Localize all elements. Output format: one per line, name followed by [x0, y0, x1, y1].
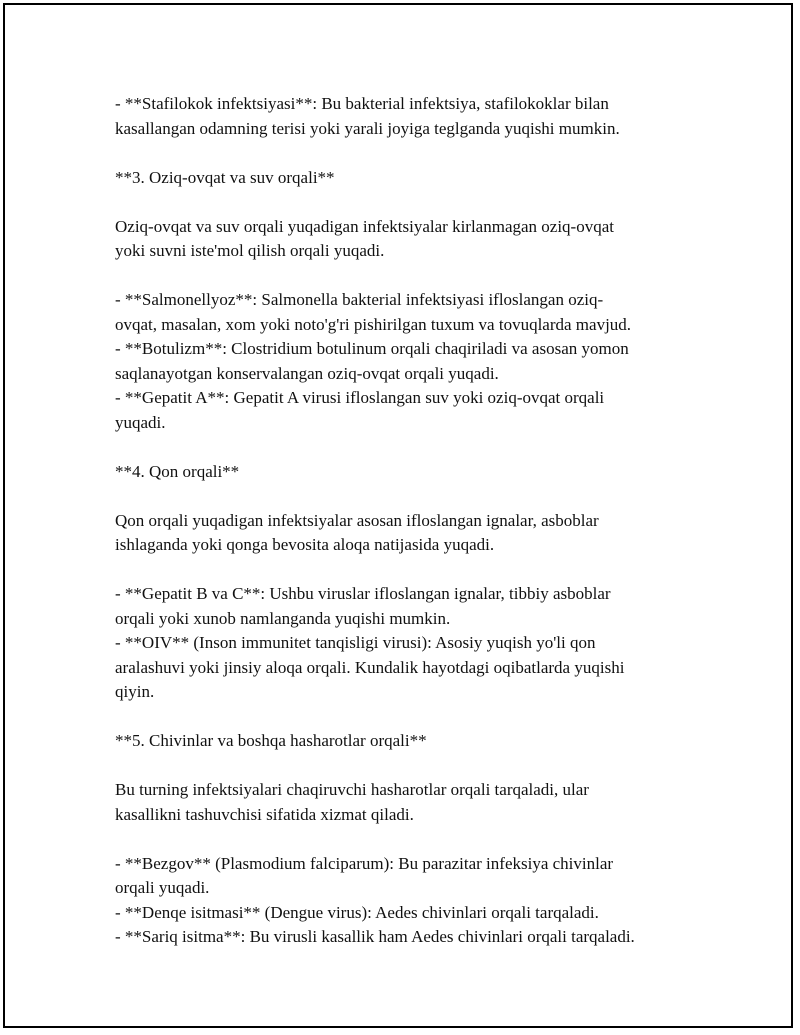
text-line: - **Botulizm**: Clostridium botulinum orqali chaqiriladi va asosan yomon	[115, 339, 629, 358]
text-line: - **Gepatit A**: Gepatit A virusi ifloslangan suv yoki oziq-ovqat orqali	[115, 388, 605, 407]
text-line: yuqadi.	[115, 412, 166, 432]
text-line: - **OIV** (Inson immunitet tanqisligi virusi): Asosiy yuqish yo'li qon	[115, 633, 596, 652]
paragraph-spacer	[115, 435, 695, 460]
paragraph-spacer	[115, 827, 695, 852]
text-line: **4. Qon orqali**	[115, 461, 240, 481]
text-line: qiyin.	[115, 682, 155, 701]
text-line: **5. Chivinlar va boshqa hasharotlar orqali**	[115, 731, 427, 750]
paragraph-spacer	[115, 558, 695, 583]
paragraph	[115, 852, 695, 950]
paragraph	[115, 288, 695, 435]
paragraph	[115, 166, 695, 191]
text-line: Oziq-ovqat va suv orqali yuqadigan infektsiyalar kirlanmagan oziq-ovqat	[115, 216, 614, 236]
text-line: orqali yuqadi.	[115, 878, 210, 897]
text-line: - **Gepatit B va C**: Ushbu viruslar ifloslangan ignalar, tibbiy asboblar	[115, 584, 611, 603]
text-line: - **Bezgov** (Plasmodium falciparum): Bu parazitar infeksiya chivinlar	[115, 853, 614, 873]
text-line: kasallangan odamning terisi yoki yarali joyiga teglganda yuqishi mumkin.	[115, 118, 620, 138]
paragraph	[115, 509, 695, 558]
paragraph-spacer	[115, 484, 695, 509]
paragraph	[115, 92, 695, 141]
text-line: yoki suvni iste'mol qilish orqali yuqadi.	[115, 241, 385, 260]
text-line: saqlanayotgan konservalangan oziq-ovqat orqali yuqadi.	[115, 363, 499, 383]
text-line: orqali yoki xunob namlanganda yuqishi mumkin.	[115, 608, 451, 628]
paragraph-spacer	[115, 264, 695, 289]
paragraph-spacer	[115, 754, 695, 779]
text-line: aralashuvi yoki jinsiy aloqa orqali. Kundalik hayotdagi oqibatlarda yuqishi	[115, 657, 625, 677]
text-line: Qon orqali yuqadigan infektsiyalar asosan ifloslangan ignalar, asboblar	[115, 510, 599, 530]
paragraph	[115, 778, 695, 827]
paragraph	[115, 729, 695, 754]
text-line: Bu turning infektsiyalari chaqiruvchi hasharotlar orqali tarqaladi, ular	[115, 780, 589, 799]
text-line: - **Stafilokok infektsiyasi**: Bu bakterial infektsiya, stafilokoklar bilan	[115, 94, 609, 113]
text-line: - **Denqe isitmasi** (Dengue virus): Aedes chivinlari orqali tarqaladi.	[115, 902, 599, 922]
text-line: **3. Oziq-ovqat va suv orqali**	[115, 167, 335, 187]
paragraph	[115, 215, 695, 264]
paragraph-spacer	[115, 705, 695, 730]
text-line: - **Sariq isitma**: Bu virusli kasallik ham Aedes chivinlari orqali tarqaladi.	[115, 927, 635, 946]
document-body	[115, 92, 695, 950]
paragraph-spacer	[115, 190, 695, 215]
paragraph	[115, 582, 695, 705]
text-line: ishlaganda yoki qonga bevosita aloqa natijasida yuqadi.	[115, 535, 495, 554]
text-line: kasallikni tashuvchisi sifatida xizmat qiladi.	[115, 804, 414, 824]
text-line: ovqat, masalan, xom yoki noto'g'ri pishirilgan tuxum va tovuqlarda mavjud.	[115, 314, 632, 334]
text-line: - **Salmonellyoz**: Salmonella bakterial infektsiyasi ifloslangan oziq-	[115, 290, 604, 309]
paragraph	[115, 460, 695, 485]
paragraph-spacer	[115, 141, 695, 166]
